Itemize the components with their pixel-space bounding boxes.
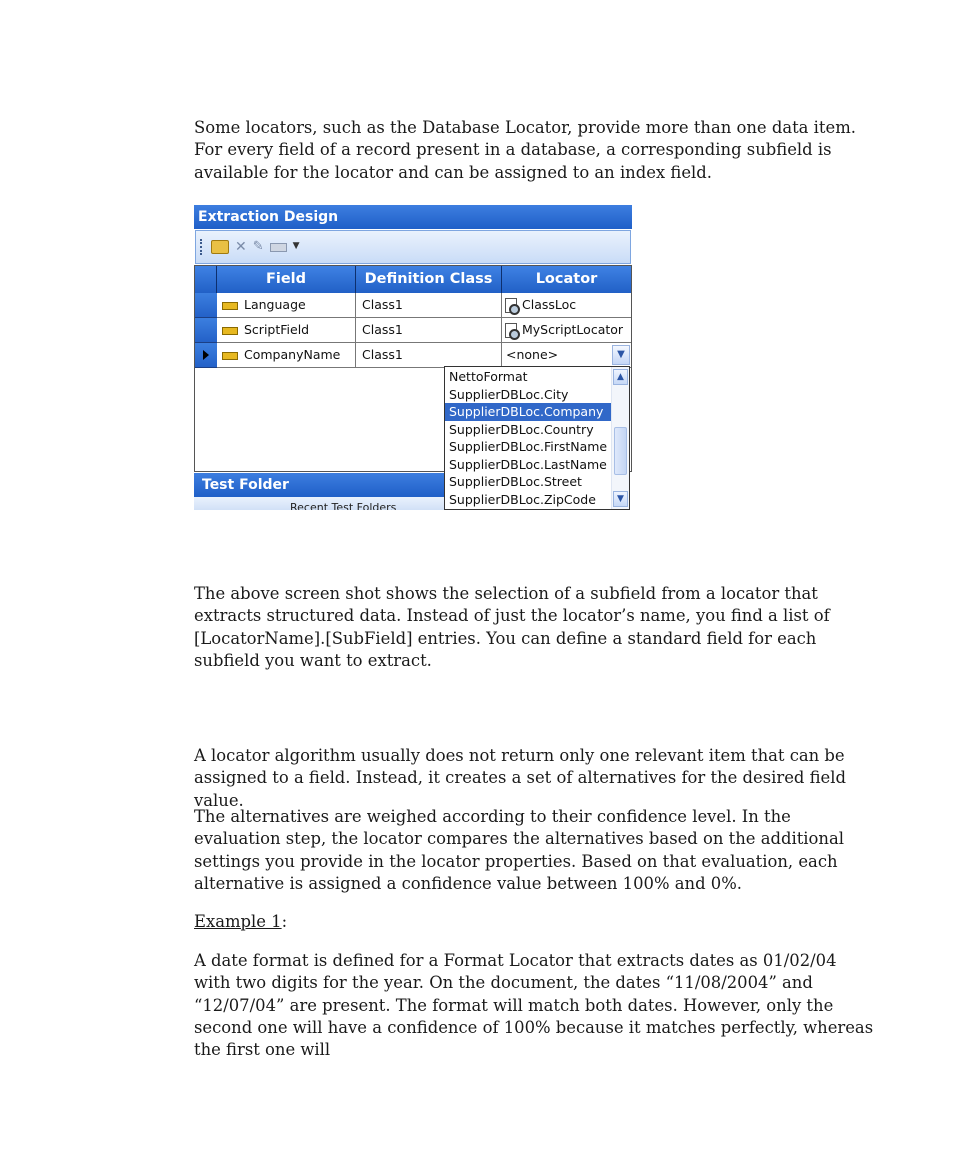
class-cell[interactable]: Class1	[356, 343, 502, 368]
extraction-toolbar	[195, 230, 631, 264]
field-cell[interactable]	[217, 293, 356, 318]
locator-cell[interactable]	[502, 318, 631, 343]
class-cell[interactable]: Class1	[356, 318, 502, 343]
extraction-design-screenshot	[194, 205, 632, 510]
row-selector-current[interactable]	[195, 343, 217, 368]
test-folder-toolbar	[194, 497, 444, 510]
dropdown-scrollbar[interactable]	[611, 367, 629, 509]
locator-combo-value: <none>	[506, 347, 559, 362]
field-name: CompanyName	[244, 347, 341, 362]
column-header-locator[interactable]: Locator	[502, 266, 631, 293]
paragraph-example-body: A date format is defined for a Format Locator that extracts dates as 01/02/04 with two digits for the year. On the document, the dates “11/08/2004” and “12/07/04” are present. The format will match both dates. However, only the second one will have a confidence of 100% because it matches perfectly, whereas the first one will	[194, 951, 874, 1060]
dropdown-option[interactable]: SupplierDBLoc.FirstName	[449, 439, 608, 454]
scroll-down-icon[interactable]: ▼	[613, 491, 628, 507]
test-folder-title: Test Folder	[194, 473, 444, 497]
dropdown-option[interactable]: SupplierDBLoc.City	[449, 386, 569, 402]
class-cell[interactable]: Class1	[356, 293, 502, 318]
paragraph-intro: Some locators, such as the Database Locator, provide more than one data item. For every field of a record present in a database, a corresponding subfield is available for the locator and can be assigned to an index field.	[194, 118, 856, 182]
table-row-current[interactable]	[195, 343, 631, 368]
example-heading	[194, 911, 874, 933]
chevron-down-icon[interactable]: ▼	[612, 345, 630, 365]
locator-name: MyScriptLocator	[522, 322, 624, 337]
table-row[interactable]	[195, 293, 631, 318]
field-icon	[222, 352, 238, 360]
row-selector-header	[195, 266, 217, 293]
delete-field-icon[interactable]: ✕	[235, 239, 247, 255]
current-row-arrow-icon	[203, 350, 209, 360]
edit-field-icon[interactable]: ✎	[252, 239, 264, 254]
locator-combo[interactable]	[502, 343, 631, 368]
locator-dropdown-list[interactable]	[444, 366, 630, 510]
example-colon: :	[281, 912, 288, 931]
locator-icon	[504, 323, 518, 339]
table-row[interactable]	[195, 318, 631, 343]
dropdown-option[interactable]: SupplierDBLoc.Country	[449, 421, 594, 437]
field-name: ScriptField	[244, 322, 310, 337]
paragraph-confidence: The alternatives are weighed according to their confidence level. In the evaluation step, the locator compares the alternatives based on the additional settings you provide in the locator properties. Based on that evaluation, each alternative is assigned a confidence value between 100% and 0%.	[194, 807, 844, 893]
dropdown-option[interactable]: SupplierDBLoc.ZipCode	[449, 491, 596, 507]
example-label: Example 1	[194, 912, 282, 931]
row-selector[interactable]	[195, 293, 217, 318]
row-selector[interactable]	[195, 318, 217, 343]
toolbar-grip-icon[interactable]	[200, 239, 205, 255]
recent-test-folders-label[interactable]: Recent Test Folders	[290, 501, 397, 510]
locator-cell[interactable]	[502, 293, 631, 318]
field-cell[interactable]	[217, 343, 356, 368]
scrollbar-thumb[interactable]	[614, 427, 627, 475]
column-header-field[interactable]: Field	[217, 266, 356, 293]
dropdown-option-selected[interactable]: SupplierDBLoc.Company	[445, 403, 611, 421]
scroll-up-icon[interactable]: ▲	[613, 369, 628, 385]
dropdown-caret-icon[interactable]: ▼	[292, 241, 300, 251]
dropdown-option[interactable]: SupplierDBLoc.Street	[449, 474, 582, 489]
paragraph-alternatives: A locator algorithm usually does not return only one relevant item that can be assigned to a field. Instead, it creates a set of alternatives for the desired field value.	[194, 746, 846, 810]
extraction-design-title: Extraction Design	[194, 205, 632, 229]
field-icon	[222, 327, 238, 335]
field-type-icon[interactable]	[270, 243, 287, 252]
dropdown-option[interactable]: SupplierDBLoc.LastName	[449, 456, 607, 472]
paragraph-screenshot-explanation: The above screen shot shows the selection of a subfield from a locator that extracts structured data. Instead of just the locator’s name, you find a list of [LocatorName].[SubField] entries. You can define a standard field for each subfield you want to extract.	[194, 584, 830, 670]
locator-icon	[504, 298, 518, 314]
dropdown-option[interactable]: NettoFormat	[449, 369, 528, 384]
field-cell[interactable]	[217, 318, 356, 343]
field-icon	[222, 302, 238, 310]
new-field-icon[interactable]	[211, 240, 229, 254]
field-name: Language	[244, 297, 306, 312]
locator-name: ClassLoc	[522, 297, 577, 312]
column-header-definition-class[interactable]: Definition Class	[356, 266, 502, 293]
